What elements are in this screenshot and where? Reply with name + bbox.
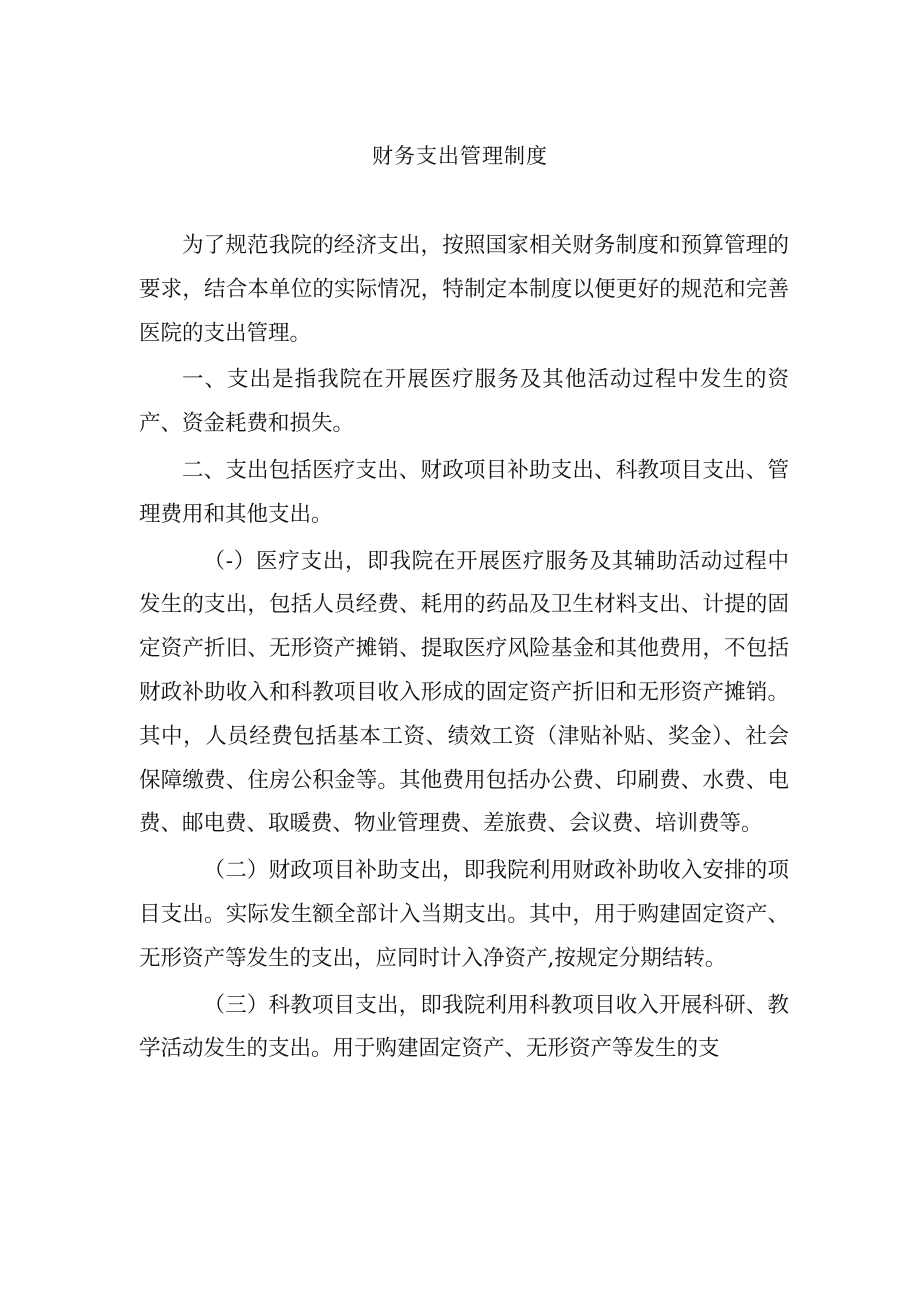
section-1-paragraph: 一、支出是指我院在开展医疗服务及其他活动过程中发生的资产、资金耗费和损失。	[139, 367, 789, 437]
subsection-2-paragraph: （二）财政项目补助支出，即我院利用财政补助收入安排的项目支出。实际发生额全部计入当期支出。其中，用于购建固定资产、无形资产等发生的支出，应同时计入净资产,按规定分期结转。	[139, 858, 789, 971]
subsection-1-paragraph: （-）医疗支出，即我院在开展医疗服务及其辅助活动过程中发生的支出，包括人员经费、耗用的药品及卫生材料支出、计提的固定资产折旧、无形资产摊销、提取医疗风险基金和其他费用，不包括财政补助收入和科教项目收入形成的固定资产折旧和无形资产摊销。其中，人员经费包括基本工资、绩效工资（津贴补贴、奖金）、社会保障缴费、住房公积金等。其他费用包括办公费、印刷费、水费、电费、邮电费、取暖费、物业管理费、差旅费、会议费、培训费等。	[139, 548, 789, 837]
document-body	[139, 224, 789, 1071]
document-title: 财务支出管理制度	[372, 144, 548, 168]
section-2-paragraph: 二、支出包括医疗支出、财政项目补助支出、科教项目支出、管理费用和其他支出。	[139, 457, 789, 527]
intro-paragraph: 为了规范我院的经济支出，按照国家相关财务制度和预算管理的要求，结合本单位的实际情况，特制定本制度以便更好的规范和完善医院的支出管理。	[139, 233, 789, 346]
subsection-3-paragraph: （三）科教项目支出，即我院利用科教项目收入开展科研、教学活动发生的支出。用于购建固定资产、无形资产等发生的支	[139, 992, 789, 1062]
